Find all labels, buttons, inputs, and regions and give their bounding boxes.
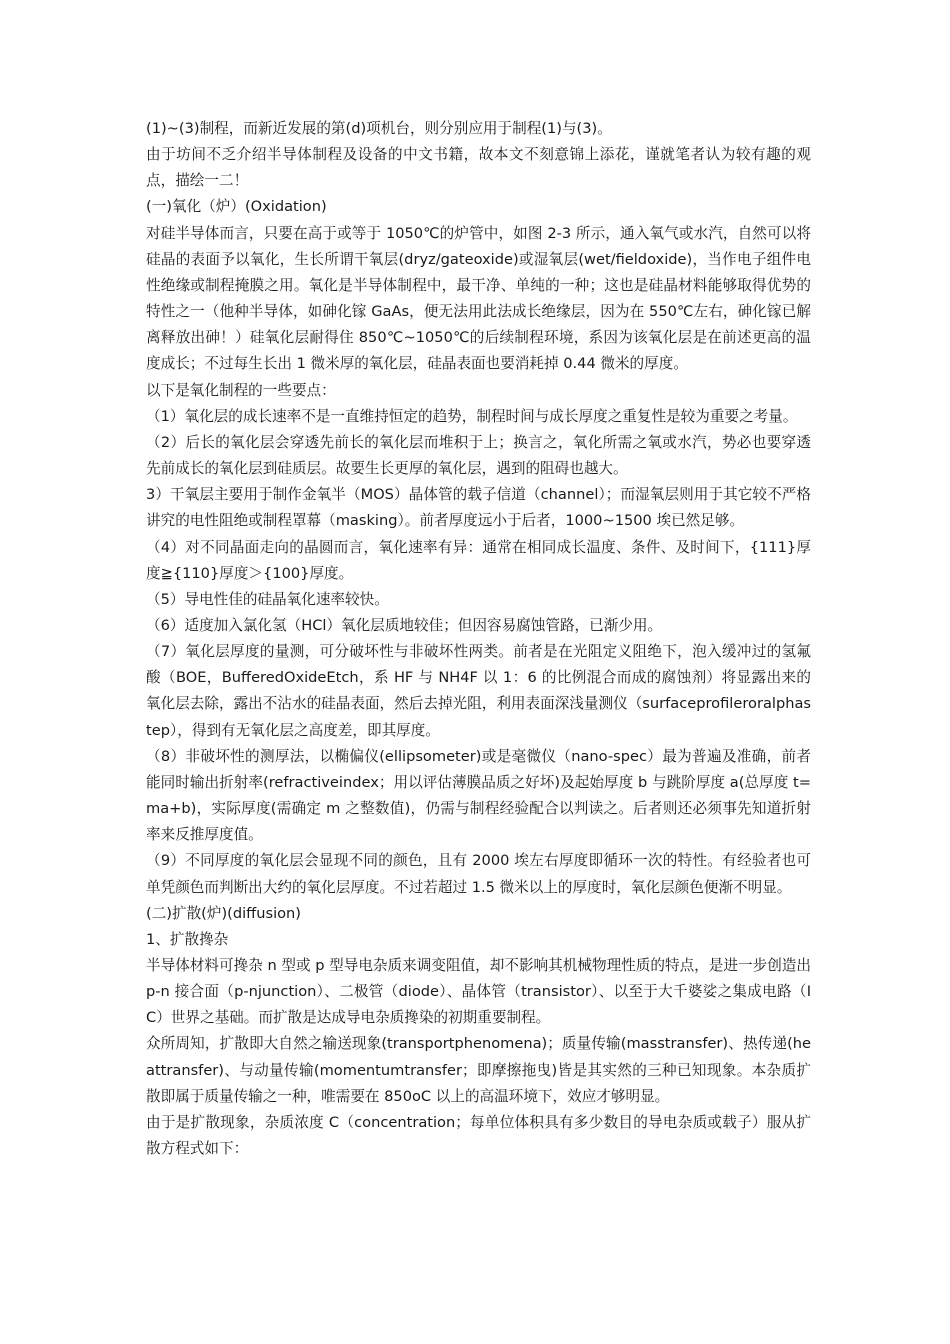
list-item-point-9: （9）不同厚度的氧化层会显现不同的颜色，且有 2000 埃左右厚度即循环一次的特性。有经验者也可单凭颜色而判断出大约的氧化层厚度。不过若超过 1.5 微米以上的厚度时，氧化层颜色便渐不明显。 — [146, 852, 811, 896]
paragraph-oxidation-points-intro: 以下是氧化制程的一些要点： — [146, 381, 336, 399]
list-item-point-7: （7）氧化层厚度的量测，可分破坏性与非破坏性两类。前者是在光阻定义阻绝下，泡入缓冲过的氢氟酸（BOE，BufferedOxideEtch，系 HF 与 NH4F 以 1：6 的比例混合而成的腐蚀剂）将显露出来的氧化层去除，露出不沾水的硅晶表面，然后去掉光阻，利用表面深浅量测仪（surfaceprofileroralphastep），得到有无氧化层之高度差，即其厚度。 — [146, 643, 811, 739]
section-heading-diffusion: (二)扩散(炉)(diffusion) — [146, 904, 301, 922]
paragraph-preface: 由于坊间不乏介绍半导体制程及设备的中文书籍，故本文不刻意锦上添花，谨就笔者认为较有趣的观点，描绘一二！ — [146, 146, 811, 190]
paragraph-oxidation-overview: 对硅半导体而言，只要在高于或等于 1050℃的炉管中，如图 2-3 所示，通入氧气或水汽，自然可以将硅晶的表面予以氧化，生长所谓干氧层(dryz/gateoxide)或湿氧层(wet/fieldoxide)，当作电子组件电性绝缘或制程掩膜之用。氧化是半导体制程中，最干净、单纯的一种；这也是硅晶材料能够取得优势的特性之一（他种半导体，如砷化镓 GaAs，便无法用此法成长绝缘层，因为在 550℃左右，砷化镓已解离释放出砷！）硅氧化层耐得住 850℃~1050℃的后续制程环境，系因为该氧化层是在前述更高的温度成长；不过每生长出 1 微米厚的氧化层，硅晶表面也要消耗掉 0.44 微米的厚度。 — [146, 224, 811, 373]
paragraph-process-intro: (1)~(3)制程，而新近发展的第(d)项机台，则分别应用于制程(1)与(3)。 — [146, 120, 612, 137]
list-item-point-2: （2）后长的氧化层会穿透先前长的氧化层而堆积于上；换言之，氧化所需之氧或水汽，势必也要穿透先前成长的氧化层到硅质层。故要生长更厚的氧化层，遇到的阻碍也越大。 — [146, 433, 811, 478]
paragraph-doping-overview: 半导体材料可搀杂 n 型或 p 型导电杂质来调变阻值，却不影响其机械物理性质的特点，是进一步创造出 p-n 接合面（p-njunction）、二极管（diode）、晶体管（transistor）、以至于大千婆娑之集成电路（IC）世界之基础。而扩散是达成导电杂质搀染的初期重要制程。 — [146, 957, 811, 1027]
list-item-point-4: （4）对不同晶面走向的晶圆而言，氧化速率有异：通常在相同成长温度、条件、及时间下，{111}厚度≧{110}厚度＞{100}厚度。 — [146, 538, 811, 582]
list-item-point-8: （8）非破坏性的测厚法，以椭偏仪(ellipsometer)或是毫微仪（nano-spec）最为普遍及准确，前者能同时输出折射率(refractiveindex；用以评估薄膜品质之好坏)及起始厚度 b 与跳阶厚度 a(总厚度 t=ma+b)，实际厚度(需确定 m 之整数值)，仍需与制程经验配合以判读之。后者则还必须事先知道折射率来反推厚度值。 — [146, 747, 811, 844]
document-page — [146, 116, 811, 1162]
list-item-point-1: （1）氧化层的成长速率不是一直维持恒定的趋势，制程时间与成长厚度之重复性是较为重要之考量。 — [146, 407, 798, 425]
section-heading-oxidation: (一)氧化（炉）(Oxidation) — [146, 198, 327, 216]
subsection-heading-doping: 1、扩散搀杂 — [146, 930, 229, 948]
paragraph-transport-phenomena: 众所周知，扩散即大自然之输送现象(transportphenomena)；质量传输(masstransfer)、热传递(heattransfer)、与动量传输(momentumtransfer；即摩擦拖曳)皆是其实然的三种已知现象。本杂质扩散即属于质量传输之一种，唯需要在 850oC 以上的高温环境下，效应才够明显。 — [146, 1035, 811, 1105]
list-item-point-6: （6）适度加入氯化氢（HCl）氧化层质地较佳；但因容易腐蚀管路，已渐少用。 — [146, 616, 663, 634]
list-item-point-5: （5）导电性佳的硅晶氧化速率较快。 — [146, 590, 389, 608]
paragraph-diffusion-equation-intro: 由于是扩散现象，杂质浓度 C（concentration；每单位体积具有多少数目的导电杂质或载子）服从扩散方程式如下： — [146, 1113, 811, 1158]
list-item-point-3: 3）干氧层主要用于制作金氧半（MOS）晶体管的载子信道（channel）；而湿氧层则用于其它较不严格讲究的电性阻绝或制程罩幕（masking）。前者厚度远小于后者，1000~1500 埃已然足够。 — [146, 486, 811, 530]
